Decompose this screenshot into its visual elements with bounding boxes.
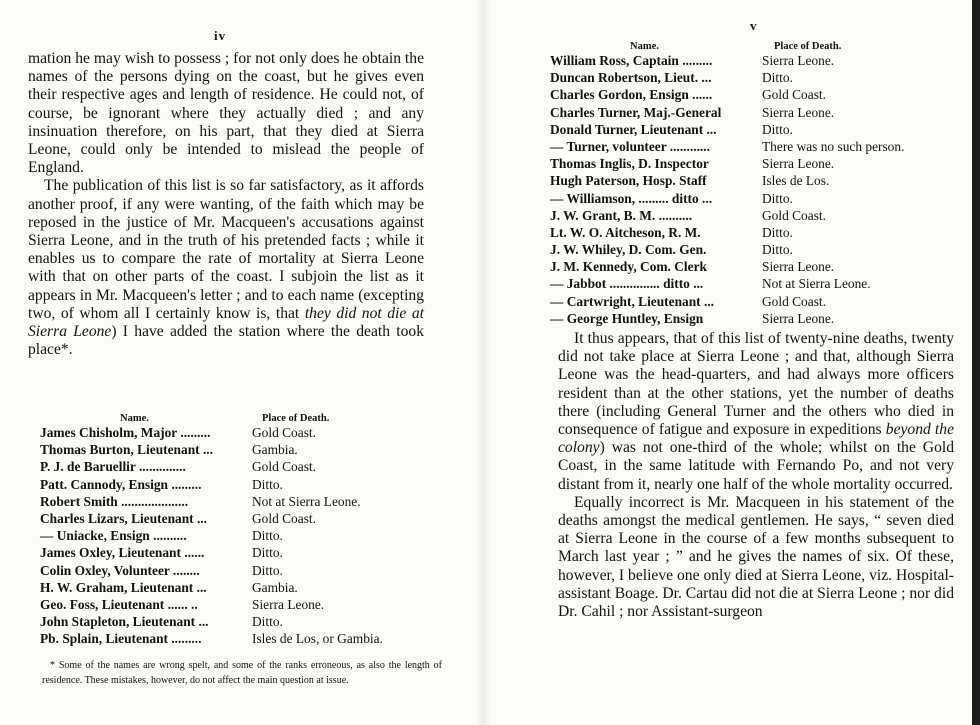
footnote [42,658,442,688]
deceased-name: — George Huntley, Ensign [550,310,704,326]
deceased-name: J. W. Whiley, D. Com. Gen. [550,242,707,258]
place-of-death: Gold Coast. [762,87,826,103]
deceased-name: James Chisholm, Major ......... [40,425,211,440]
table-row [40,424,440,441]
table-row [550,86,960,103]
place-of-death: Sierra Leone. [762,104,835,120]
table-row [550,310,960,327]
place-of-death: Sierra Leone. [762,156,835,172]
table-row [40,630,440,647]
left-body-text [28,50,424,359]
place-of-death: Not at Sierra Leone. [252,493,361,509]
name-column-header: Name. [630,41,659,52]
deceased-name: Charles Gordon, Ensign ...... [550,87,713,103]
right-paragraph-1: It thus appears, that of this list of twenty-nine deaths, twenty did not take place at Sierra Leone ; and that, although Sierra Leone was the head-quarters, and had always more officers resident than at the other stations, yet the number of deaths there (including General Turner and the others who died in consequence of fatigue and exposure in expeditions beyond the colony) was not one-third of the whole; whilst on the Gold Coast, in the same latitude with Fernando Po, and not very distant from it, nearly one half of the whole mortality occurred. [558,330,954,493]
place-of-death: Ditto. [252,476,283,492]
page-edge [972,0,980,725]
place-of-death: There was no such person. [762,138,905,154]
deceased-name: Charles Lizars, Lieutenant ... [40,510,208,526]
table-row [550,275,960,292]
table-row [550,241,960,258]
table-row [40,579,440,596]
table-row [550,52,960,69]
place-of-death: Gold Coast. [762,293,826,309]
table-row [550,293,960,310]
left-page [0,0,480,725]
deceased-name: John Stapleton, Lieutenant ... [40,614,209,630]
name-column-header: Name. [120,413,149,424]
deceased-name: — Jabbot ............... ditto ... [550,276,704,292]
deceased-name: — Cartwright, Lieutenant ... [550,293,715,309]
table-row [550,69,960,86]
place-column-header: Place of Death. [774,41,842,52]
place-of-death: Gold Coast. [252,510,316,526]
deceased-name: Geo. Foss, Lieutenant ...... .. [40,596,198,612]
table-row [550,224,960,241]
place-of-death: Not at Sierra Leone. [762,276,871,292]
deceased-name: Robert Smith .................... [40,493,189,509]
right-death-table [550,38,960,327]
table-row [40,562,440,579]
deceased-name: Thomas Burton, Lieutenant ... [40,442,213,458]
place-of-death: Sierra Leone. [762,259,835,275]
deceased-name: Colin Oxley, Volunteer ........ [40,562,200,578]
table-row [550,258,960,275]
place-of-death: Ditto. [252,614,283,630]
deceased-name: Patt. Cannody, Ensign ......... [40,476,202,492]
table-row [550,172,960,189]
place-of-death: Ditto. [252,562,283,578]
place-of-death: Gambia. [252,442,298,458]
right-table-header [550,38,960,52]
deceased-name: P. J. de Baruellir .............. [40,459,186,475]
deceased-name: — Turner, volunteer ............ [550,138,710,154]
table-row [550,121,960,138]
deceased-name: Pb. Splain, Lieutenant ......... [40,631,202,647]
place-of-death: Gold Coast. [762,207,826,223]
page-number-left: iv [214,28,227,43]
deceased-name: Thomas Inglis, D. Inspector [550,156,709,172]
place-of-death: Ditto. [762,121,793,137]
left-table-rows [40,424,440,647]
place-of-death: Ditto. [762,70,793,86]
table-row [550,207,960,224]
place-of-death: Sierra Leone. [252,596,325,612]
deceased-name: Hugh Paterson, Hosp. Staff [550,173,707,189]
table-row [40,544,440,561]
table-row [550,138,960,155]
table-row [40,458,440,475]
deceased-name: J. M. Kennedy, Com. Clerk [550,259,707,275]
deceased-name: H. W. Graham, Lieutenant ... [40,579,207,595]
deceased-name: — Williamson, ......... ditto ... [550,190,713,206]
place-of-death: Sierra Leone. [762,53,835,68]
place-column-header: Place of Death. [262,413,330,424]
table-row [40,476,440,493]
table-row [40,596,440,613]
place-of-death: Gold Coast. [252,425,316,440]
right-table-rows [550,52,960,327]
right-paragraph-2: Equally incorrect is Mr. Macqueen in his statement of the deaths amongst the medical gentlemen. He says, “ seven died at Sierra Leone in the course of a few months subsequent to March last year ; ” and he gives the names of six. Of these, however, I believe one only died at Sierra Leone, viz. Hospital-assistant Boage. Dr. Cartau did not die at Sierra Leone ; nor did Dr. Cahil ; nor Assistant-surgeon [558,493,954,621]
place-of-death: Ditto. [762,190,793,206]
deceased-name: Duncan Robertson, Lieut. ... [550,70,712,86]
place-of-death: Ditto. [762,242,793,258]
left-paragraph-2: The publication of this list is so far satisfactory, as it affords another proof, if any were wanting, of the faith which may be reposed in the justice of Mr. Macqueen's accusations against Sierra Leone, and in the truth of his pretended facts ; while it enables us to compare the rate of mortality at Sierra Leone with that on other parts of the coast. I subjoin the list as it appears in Mr. Macqueen's letter ; and to each name (excepting two, of whom all I certainly know is, that they did not die at Sierra Leone) I have added the station where the death took place*. [28,177,424,359]
place-of-death: Ditto. [762,224,793,240]
table-row [40,441,440,458]
table-row [40,510,440,527]
table-row [550,155,960,172]
table-row [40,613,440,630]
deceased-name: J. W. Grant, B. M. .......... [550,207,693,223]
table-row [40,527,440,544]
place-of-death: Sierra Leone. [762,310,835,326]
place-of-death: Isles de Los, or Gambia. [252,631,383,647]
deceased-name: — Uniacke, Ensign .......... [40,528,187,544]
deceased-name: Donald Turner, Lieutenant ... [550,121,717,137]
deceased-name: James Oxley, Lieutenant ...... [40,545,205,561]
footnote-text: * Some of the names are wrong spelt, and some of the ranks erroneous, as also the length of residence. These mistakes, however, do not affect the main question at issue. [42,660,442,686]
table-row [550,190,960,207]
place-of-death: Isles de Los. [762,173,830,189]
table-row [40,493,440,510]
table-row [550,104,960,121]
right-body-text [558,330,954,621]
deceased-name: Lt. W. O. Aitcheson, R. M. [550,224,701,240]
page-number-right: v [750,18,758,33]
place-of-death: Gambia. [252,579,298,595]
place-of-death: Ditto. [252,545,283,561]
left-paragraph-1: mation he may wish to possess ; for not only does he obtain the names of the persons dying on the coast, but he gives even their respective ages and length of residence. He could not, of course, be ignorant where they actually died ; and any insinuation therefore, on his part, that they died at Sierra Leone, could only be intended to mislead the people of England. [28,50,424,177]
right-page [488,0,980,725]
place-of-death: Gold Coast. [252,459,316,475]
left-death-table [40,410,440,647]
deceased-name: William Ross, Captain ......... [550,53,713,68]
place-of-death: Ditto. [252,528,283,544]
left-table-header [40,410,440,424]
deceased-name: Charles Turner, Maj.-General [550,104,722,120]
